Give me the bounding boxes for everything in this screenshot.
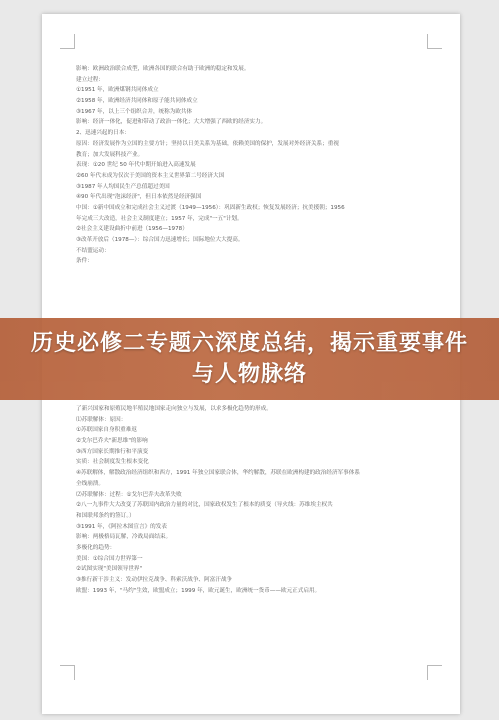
document-line: 条件： (76, 258, 93, 265)
document-line: 美国：①综合国力世界第一 (76, 555, 143, 562)
document-line: ②社会主义建设曲折中前进（1956—1978） (76, 226, 188, 233)
document-line: 影响：欧洲政治联合成型，欧洲各国的联合有助于欧洲的稳定和发展。 (76, 66, 250, 72)
document-line: 和国联邦条约的签订。） (76, 512, 135, 519)
document-line: ④苏联解体，解散政治经济组织和西方，1991 年独立国家联合体，华约解散，苏联在欧洲构建的政治经济军事体系 (76, 470, 360, 477)
crop-mark-bottom-right (427, 665, 442, 680)
crop-mark-top-left (60, 34, 75, 49)
document-line: 建立过程： (76, 76, 104, 83)
document-line: 表现：①20 世纪 50 年代中期开始进入高速发展 (76, 162, 196, 169)
document-line: 不结盟运动： (76, 247, 110, 254)
document-line: 欧盟：1993 年，"马约"生效，欧盟成立；1999 年，欧元诞生，欧洲统一货币——欧元正式启用。 (76, 587, 321, 594)
document-line: ②八一九事件大大改变了苏联国内政治力量的对比，国家政权发生了根本的质变（导火线：苏维埃主权共 (76, 502, 333, 509)
document-line: 年完成三大改造，社会主义制度建立；1957 年，完成"一五"计划。 (76, 215, 243, 222)
document-line: ①苏联国家自身积重难返 (76, 427, 137, 434)
document-line: ②戈尔巴乔夫"新思维"的影响 (76, 438, 148, 445)
document-line: 了新兴国家和原殖民地半殖民地国家走向独立与发展，以求多极化趋势的形成。 (76, 406, 272, 412)
document-line: ③1987 年人均国民生产总值超过美国 (76, 183, 170, 190)
crop-mark-bottom-left (60, 665, 75, 680)
document-line: ③1991 年，《阿拉木图宣言》的发表 (76, 523, 167, 530)
document-text-top (76, 64, 432, 267)
document-line: ③改革开放后（1978—）：综合国力迅速增长；国际地位大大提高。 (76, 237, 244, 243)
document-line: 原因：经济发展作为立国的主要方针；坚持以日美关系为基础，依赖美国的保护，发展对外经济关系；重视 (76, 140, 339, 147)
document-line: ③1967 年，以上三个组织合并，统称为欧共体 (76, 108, 193, 115)
document-line: 实质：社会制度发生根本变化 (76, 459, 149, 466)
document-line: 影响：两极格局瓦解，冷战局面结束。 (76, 534, 172, 541)
document-line: 2、迅速兴起的日本： (76, 130, 130, 137)
document-text-bottom (76, 404, 432, 596)
document-line: ④90 年代出现"泡沫经济"，但日本依然是经济强国 (76, 194, 202, 201)
crop-mark-top-right (427, 34, 442, 49)
title-banner (0, 318, 499, 400)
document-line: 多极化的趋势： (76, 544, 116, 551)
document-line: ②1958 年，欧洲经济共同体和原子能共同体成立 (76, 98, 198, 105)
document-line: ③西方国家长期推行和平演变 (76, 448, 149, 455)
banner-title: 历史必修二专题六深度总结，揭示重要事件与人物脉络 (30, 331, 468, 387)
document-line: 影响：经济一体化，促进和带动了政治一体化；大大增强了西欧的经济实力。 (76, 119, 267, 126)
document-line: 教育；加大发展科技产业。 (76, 151, 144, 158)
document-line: 全线崩溃。 (76, 480, 104, 487)
document-line: ③推行新干涉主义：发动伊拉克战争、科索沃战争、阿富汗战争 (76, 577, 233, 583)
document-line: ②60 年代末成为仅次于美国的资本主义世界第二号经济大国 (76, 172, 225, 179)
document-line: ②试图实现"美国领导世界" (76, 566, 143, 573)
document-line: ⑴苏联解体：原因： (76, 416, 127, 423)
document-line: ⑵苏联解体：过程：①戈尔巴乔夫改革失败 (76, 491, 182, 498)
document-line: ①1951 年，欧洲煤钢共同体成立 (76, 87, 159, 94)
document-line: 中国：①新中国成立和完成社会主义过渡（1949—1956）：巩固新生政权；恢复发展经济；抗美援朝；1956 (76, 204, 345, 211)
